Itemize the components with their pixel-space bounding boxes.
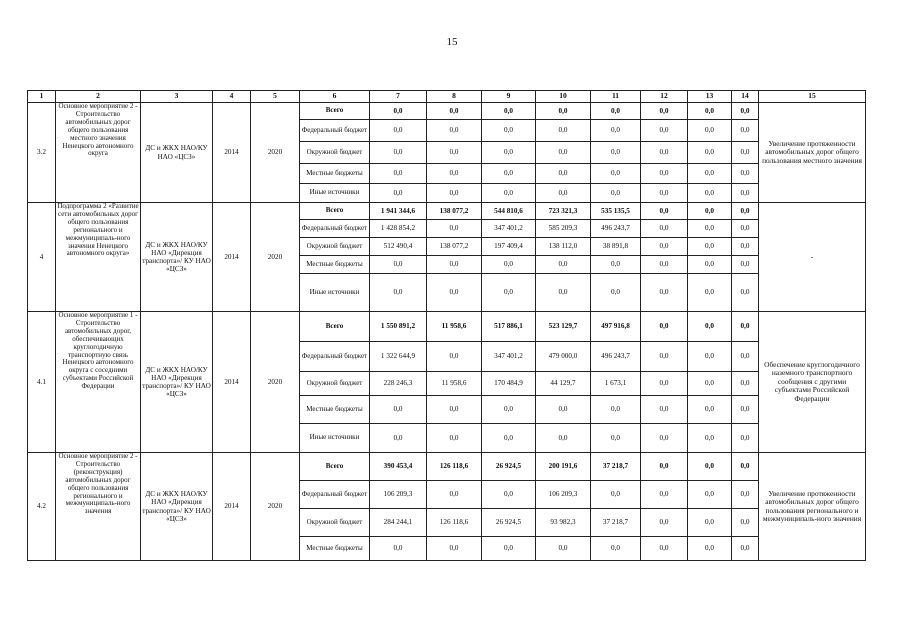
table-body [28, 91, 866, 561]
budget-value: 0,0 [732, 203, 759, 220]
budget-value: 0,0 [641, 453, 688, 481]
budget-value: 0,0 [641, 424, 688, 453]
row-number: 4 [28, 203, 56, 312]
budget-value: 0,0 [427, 342, 482, 372]
budget-value: 0,0 [732, 120, 759, 142]
budget-value: 0,0 [427, 481, 482, 509]
budget-value: 0,0 [482, 481, 536, 509]
budget-value: 0,0 [732, 481, 759, 509]
budget-value: 0,0 [641, 481, 688, 509]
budget-value: 0,0 [427, 120, 482, 142]
budget-value: 1 550 891,2 [370, 312, 427, 342]
budget-value: 0,0 [482, 424, 536, 453]
budget-value: 0,0 [427, 184, 482, 203]
budget-value: 0,0 [536, 164, 591, 184]
funding-source: Федеральный бюджет [300, 481, 370, 509]
header-row [28, 91, 866, 103]
budget-value: 0,0 [688, 453, 732, 481]
funding-source: Всего [300, 453, 370, 481]
budget-value: 0,0 [641, 238, 688, 256]
budget-value: 0,0 [370, 142, 427, 164]
budget-value: 0,0 [370, 396, 427, 424]
column-header-5: 5 [251, 91, 300, 103]
budget-value: 0,0 [536, 103, 591, 120]
budget-value: 0,0 [427, 256, 482, 274]
funding-source: Окружной бюджет [300, 372, 370, 396]
budget-value: 0,0 [427, 164, 482, 184]
budget-value: 0,0 [482, 396, 536, 424]
budget-value: 0,0 [536, 396, 591, 424]
end-year: 2020 [251, 453, 300, 561]
funding-source: Окружной бюджет [300, 509, 370, 537]
funding-source: Федеральный бюджет [300, 342, 370, 372]
budget-value: 1 673,1 [591, 372, 641, 396]
budget-value: 0,0 [732, 184, 759, 203]
budget-value: 0,0 [732, 274, 759, 312]
budget-value: 37 218,7 [591, 509, 641, 537]
column-header-14: 14 [732, 91, 759, 103]
budget-value: 0,0 [688, 164, 732, 184]
budget-value: 0,0 [482, 142, 536, 164]
column-header-1: 1 [28, 91, 56, 103]
budget-value: 723 321,3 [536, 203, 591, 220]
budget-value: 0,0 [688, 120, 732, 142]
budget-value: 0,0 [591, 537, 641, 561]
row-number: 4.1 [28, 312, 56, 453]
budget-value: 0,0 [482, 537, 536, 561]
budget-value: 0,0 [688, 220, 732, 238]
column-header-11: 11 [591, 91, 641, 103]
funding-source: Иные источники [300, 424, 370, 453]
page-number: 15 [446, 36, 458, 48]
budget-value: 0,0 [641, 537, 688, 561]
executor: ДС и ЖКХ НАО/КУ НАО «Дирекция транспорта»/ КУ НАО «ЦСЗ» [141, 203, 213, 312]
budget-value: 0,0 [688, 481, 732, 509]
budget-value: 126 118,6 [427, 509, 482, 537]
budget-value: 0,0 [641, 142, 688, 164]
budget-value: 0,0 [688, 509, 732, 537]
column-header-13: 13 [688, 91, 732, 103]
budget-value: 0,0 [732, 103, 759, 120]
budget-value: 0,0 [732, 256, 759, 274]
end-year: 2020 [251, 103, 300, 203]
budget-value: 0,0 [591, 256, 641, 274]
budget-value: 0,0 [641, 312, 688, 342]
budget-value: 0,0 [688, 256, 732, 274]
funding-source: Окружной бюджет [300, 238, 370, 256]
budget-value: 138 112,0 [536, 238, 591, 256]
budget-value: 0,0 [688, 142, 732, 164]
budget-value: 535 135,5 [591, 203, 641, 220]
budget-value: 0,0 [427, 220, 482, 238]
budget-value: 0,0 [641, 184, 688, 203]
budget-value: 0,0 [732, 424, 759, 453]
budget-value: 0,0 [482, 184, 536, 203]
funding-source: Местные бюджеты [300, 164, 370, 184]
start-year: 2014 [213, 203, 251, 312]
expected-result: Увеличение протяженности автомобильных дорог общего пользования местного значения [759, 103, 866, 203]
budget-value: 138 077,2 [427, 238, 482, 256]
budget-value: 0,0 [370, 103, 427, 120]
budget-value: 0,0 [370, 164, 427, 184]
budget-value: 0,0 [427, 103, 482, 120]
budget-value: 0,0 [370, 256, 427, 274]
budget-value: 0,0 [427, 424, 482, 453]
budget-value: 0,0 [591, 142, 641, 164]
budget-value: 0,0 [370, 274, 427, 312]
funding-source: Федеральный бюджет [300, 120, 370, 142]
budget-value: 0,0 [482, 274, 536, 312]
budget-value: 0,0 [536, 537, 591, 561]
budget-value: 0,0 [688, 203, 732, 220]
budget-value: 0,0 [482, 256, 536, 274]
budget-value: 0,0 [536, 274, 591, 312]
budget-value: 0,0 [641, 164, 688, 184]
budget-value: 512 490,4 [370, 238, 427, 256]
funding-source: Иные источники [300, 274, 370, 312]
funding-source: Всего [300, 203, 370, 220]
budget-value: 544 810,6 [482, 203, 536, 220]
budget-value: 0,0 [591, 481, 641, 509]
budget-value: 26 924,5 [482, 509, 536, 537]
budget-value: 0,0 [688, 424, 732, 453]
budget-value: 0,0 [732, 312, 759, 342]
executor: ДС и ЖКХ НАО/КУ НАО «Дирекция транспорта»/ КУ НАО «ЦСЗ» [141, 453, 213, 561]
budget-value: 11 958,6 [427, 372, 482, 396]
executor: ДС и ЖКХ НАО/КУ НАО «ЦСЗ» [141, 103, 213, 203]
end-year: 2020 [251, 203, 300, 312]
column-header-7: 7 [370, 91, 427, 103]
budget-value: 523 129,7 [536, 312, 591, 342]
budget-value: 0,0 [732, 537, 759, 561]
budget-value: 0,0 [427, 396, 482, 424]
column-header-4: 4 [213, 91, 251, 103]
budget-value: 497 916,8 [591, 312, 641, 342]
budget-value: 200 191,6 [536, 453, 591, 481]
budget-value: 0,0 [688, 372, 732, 396]
budget-value: 170 484,9 [482, 372, 536, 396]
budget-value: 0,0 [536, 120, 591, 142]
funding-source: Местные бюджеты [300, 537, 370, 561]
budget-value: 106 209,3 [536, 481, 591, 509]
budget-value: 0,0 [732, 509, 759, 537]
column-header-6: 6 [300, 91, 370, 103]
budget-value: 0,0 [732, 220, 759, 238]
budget-value: 0,0 [641, 203, 688, 220]
start-year: 2014 [213, 103, 251, 203]
budget-value: 0,0 [688, 537, 732, 561]
budget-value: 0,0 [641, 103, 688, 120]
budget-value: 0,0 [591, 274, 641, 312]
budget-value: 0,0 [427, 537, 482, 561]
budget-value: 0,0 [688, 342, 732, 372]
funding-source: Федеральный бюджет [300, 220, 370, 238]
budget-value: 44 129,7 [536, 372, 591, 396]
budget-value: 197 409,4 [482, 238, 536, 256]
budget-value: 390 453,4 [370, 453, 427, 481]
budget-value: 585 209,3 [536, 220, 591, 238]
funding-source: Всего [300, 312, 370, 342]
table-row [28, 103, 866, 120]
column-header-12: 12 [641, 91, 688, 103]
budget-value: 0,0 [482, 103, 536, 120]
end-year: 2020 [251, 312, 300, 453]
budget-value: 0,0 [732, 238, 759, 256]
budget-value: 0,0 [641, 396, 688, 424]
program-name: Основное мероприятие 2 - Строительство автомобильных дорог общего пользования местного значения Ненецкого автономного округа [56, 103, 141, 203]
program-name: Основное мероприятие 2 - Строительство (реконструкция) автомобильных дорог общего пользования регионального и межмуниципаль-ного значения [56, 453, 141, 561]
budget-value: 517 886,1 [482, 312, 536, 342]
column-header-8: 8 [427, 91, 482, 103]
budget-value: 0,0 [641, 256, 688, 274]
budget-value: 126 118,6 [427, 453, 482, 481]
budget-value: 0,0 [370, 184, 427, 203]
program-name: Основное мероприятие 1 - Строительство автомобильных дорог, обеспечивающих круглогодичную транспортную связь Ненецкого автономного округа с соседними субъектами Российской Федерации [56, 312, 141, 453]
executor: ДС и ЖКХ НАО/КУ НАО «Дирекция транспорта»/ КУ НАО «ЦСЗ» [141, 312, 213, 453]
budget-value: 0,0 [370, 424, 427, 453]
budget-value: 1 322 644,9 [370, 342, 427, 372]
budget-value: 0,0 [427, 142, 482, 164]
budget-value: 0,0 [732, 372, 759, 396]
budget-value: 0,0 [536, 184, 591, 203]
budget-value: 0,0 [591, 164, 641, 184]
budget-value: 1 941 344,6 [370, 203, 427, 220]
funding-source: Иные источники [300, 184, 370, 203]
funding-source: Местные бюджеты [300, 396, 370, 424]
budget-value: 496 243,7 [591, 342, 641, 372]
budget-value: 0,0 [732, 453, 759, 481]
budget-value: 496 243,7 [591, 220, 641, 238]
funding-source: Местные бюджеты [300, 256, 370, 274]
budget-value: 0,0 [688, 312, 732, 342]
budget-value: 0,0 [732, 342, 759, 372]
budget-value: 26 924,5 [482, 453, 536, 481]
budget-value: 0,0 [482, 120, 536, 142]
budget-value: 0,0 [591, 424, 641, 453]
budget-value: 0,0 [641, 509, 688, 537]
budget-value: 11 958,6 [427, 312, 482, 342]
budget-value: 0,0 [641, 342, 688, 372]
budget-value: 0,0 [688, 274, 732, 312]
budget-value: 0,0 [732, 142, 759, 164]
start-year: 2014 [213, 453, 251, 561]
budget-value: 0,0 [688, 396, 732, 424]
expected-result: - [759, 203, 866, 312]
expected-result: Увеличение протяженности автомобильных дорог общего пользования регионального и межмуниципаль-ного значения [759, 453, 866, 561]
expected-result: Обеспечение круглогодичного наземного транспортного сообщения с другими субъектами Российской Федерации [759, 312, 866, 453]
budget-value: 37 218,7 [591, 453, 641, 481]
budget-value: 0,0 [591, 184, 641, 203]
budget-value: 0,0 [732, 164, 759, 184]
table-row [28, 453, 866, 481]
start-year: 2014 [213, 312, 251, 453]
program-name: Подпрограмма 2 «Развитие сети автомобильных дорог общего пользования регионального и межмуниципаль-ного значения Ненецкого автономного округа» [56, 203, 141, 312]
budget-value: 0,0 [482, 164, 536, 184]
budget-value: 0,0 [591, 396, 641, 424]
budget-value: 0,0 [641, 220, 688, 238]
budget-value: 0,0 [370, 120, 427, 142]
column-header-2: 2 [56, 91, 141, 103]
budget-value: 1 428 854,2 [370, 220, 427, 238]
budget-value: 0,0 [370, 537, 427, 561]
row-number: 4.2 [28, 453, 56, 561]
budget-value: 93 982,3 [536, 509, 591, 537]
budget-value: 38 891,8 [591, 238, 641, 256]
budget-value: 228 246,3 [370, 372, 427, 396]
budget-value: 0,0 [641, 372, 688, 396]
budget-value: 138 077,2 [427, 203, 482, 220]
budget-value: 0,0 [732, 396, 759, 424]
column-header-3: 3 [141, 91, 213, 103]
budget-value: 0,0 [688, 103, 732, 120]
budget-value: 0,0 [536, 424, 591, 453]
budget-value: 479 000,0 [536, 342, 591, 372]
budget-value: 0,0 [591, 120, 641, 142]
budget-value: 347 401,2 [482, 220, 536, 238]
budget-value: 0,0 [688, 184, 732, 203]
row-number: 3.2 [28, 103, 56, 203]
budget-value: 0,0 [427, 274, 482, 312]
budget-value: 0,0 [536, 256, 591, 274]
budget-value: 347 401,2 [482, 342, 536, 372]
budget-value: 0,0 [536, 142, 591, 164]
funding-source: Окружной бюджет [300, 142, 370, 164]
budget-value: 0,0 [641, 120, 688, 142]
budget-value: 0,0 [591, 103, 641, 120]
budget-value: 284 244,1 [370, 509, 427, 537]
budget-table [27, 90, 866, 561]
table-row [28, 312, 866, 342]
column-header-9: 9 [482, 91, 536, 103]
column-header-15: 15 [759, 91, 866, 103]
column-header-10: 10 [536, 91, 591, 103]
budget-value: 0,0 [641, 274, 688, 312]
budget-value: 106 209,3 [370, 481, 427, 509]
table-row [28, 203, 866, 220]
funding-source: Всего [300, 103, 370, 120]
budget-value: 0,0 [688, 238, 732, 256]
